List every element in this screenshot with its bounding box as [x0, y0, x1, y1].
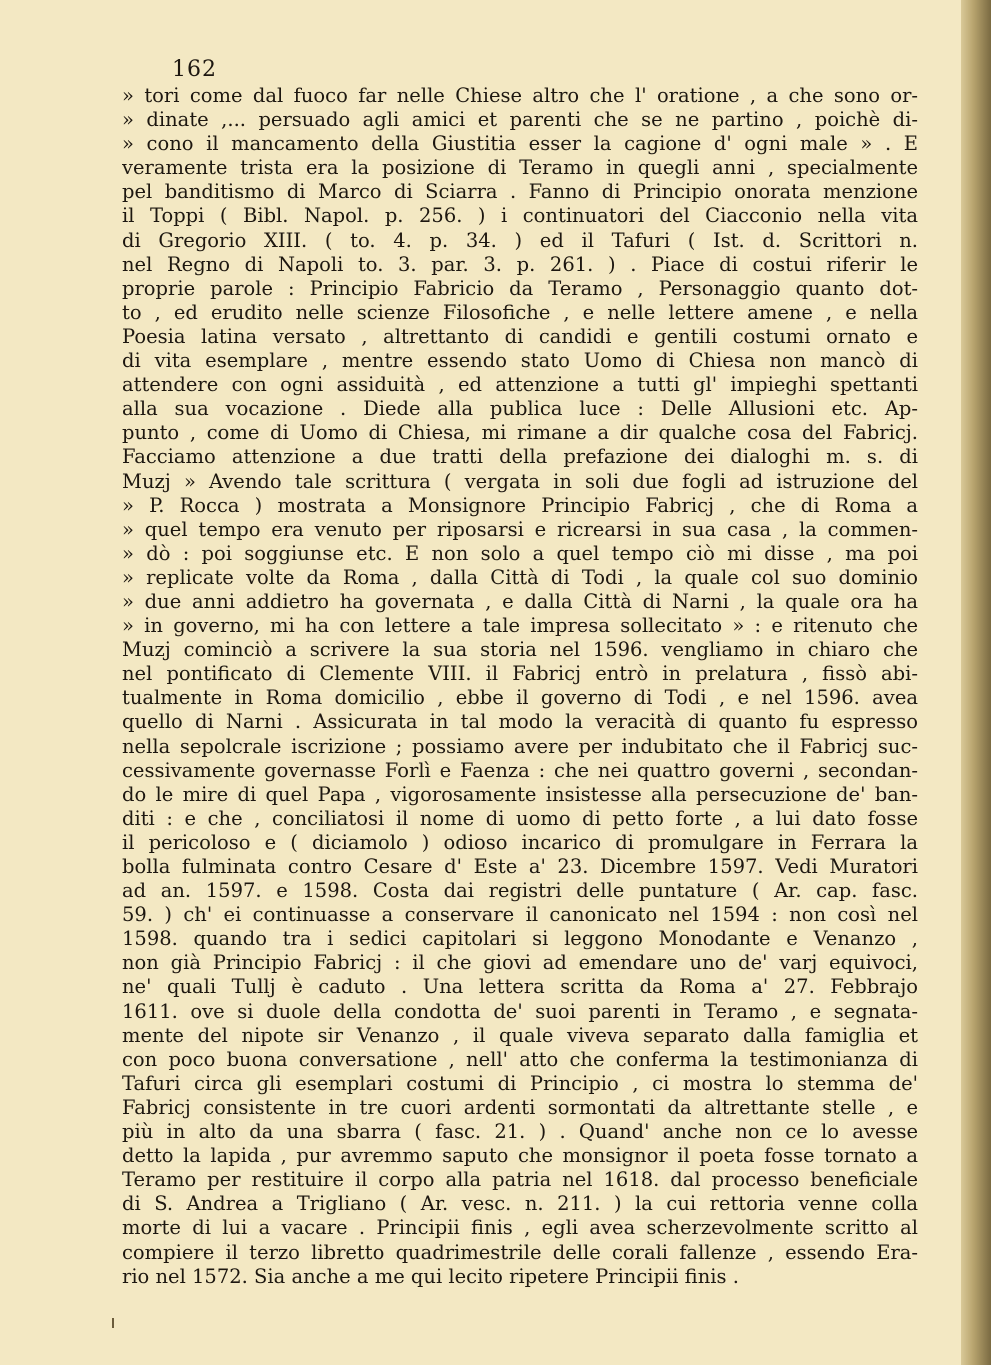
text-line: tualmente in Roma domicilio , ebbe il governo di Todi , e nel 1596. avea: [122, 686, 918, 710]
page-number: 162: [172, 57, 217, 82]
text-line: mente del nipote sir Venanzo , il quale viveva separato dalla famiglia et: [122, 1023, 918, 1047]
text-line: » due anni addietro ha governata , e dalla Città di Narni , la quale ora ha: [122, 589, 918, 613]
text-line: ne' quali Tullj è caduto . Una lettera scritta da Roma a' 27. Febbrajo: [122, 975, 918, 999]
text-line: Tafuri circa gli esemplari costumi di Principio , ci mostra lo stemma de': [122, 1071, 918, 1095]
text-line: morte di lui a vacare . Principii finis , egli avea scherzevolmente scritto al: [122, 1216, 918, 1240]
text-line: non già Principio Fabricj : il che giovi ad emendare uno de' varj equivoci,: [122, 951, 918, 975]
text-line: rio nel 1572. Sia anche a me qui lecito ripetere Principii finis .: [122, 1264, 739, 1288]
text-line: bolla fulminata contro Cesare d' Este a' 23. Dicembre 1597. Vedi Muratori: [122, 855, 918, 878]
text-line: » cono il mancamento della Giustitia esser la cagione d' ogni male » . E: [122, 132, 918, 156]
text-line: » P. Rocca ) mostrata a Monsignore Principio Fabricj , che di Roma a: [122, 493, 918, 517]
margin-mark: [112, 1318, 114, 1328]
text-line: attendere con ogni assiduità , ed attenzione a tutti gl' impieghi spettanti: [122, 373, 918, 397]
text-line: Fabricj consistente in tre cuori ardenti sormontati da altrettante stelle , e: [122, 1095, 918, 1119]
text-line: nel Regno di Napoli to. 3. par. 3. p. 261. ) . Piace di costui riferir le: [122, 252, 918, 276]
text-line: Facciamo attenzione a due tratti della prefazione dei dialoghi m. s. di: [122, 445, 918, 469]
text-line: Muzj cominciò a scrivere la sua storia nel 1596. vengliamo in chiaro che: [122, 638, 918, 662]
text-line: il Toppi ( Bibl. Napol. p. 256. ) i continuatori del Ciacconio nella vita: [122, 204, 918, 228]
text-line: Teramo per restituire il corpo alla patria nel 1618. dal processo beneficiale: [122, 1168, 918, 1192]
text-line: compiere il terzo libretto quadrimestrile delle corali fallenze , essendo Era-: [122, 1240, 918, 1264]
text-line: » tori come dal fuoco far nelle Chiese altro che l' oratione , a che sono or-: [122, 84, 918, 107]
page-gutter-shadow: [961, 0, 991, 1365]
body-text: [122, 84, 918, 1289]
text-line: di S. Andrea a Trigliano ( Ar. vesc. n. 211. ) la cui rettoria venne colla: [122, 1192, 918, 1216]
text-line: nella sepolcrale iscrizione ; possiamo avere per indubitato che il Fabricj suc-: [122, 734, 918, 758]
text-line: to , ed erudito nelle scienze Filosofiche , e nelle lettere amene , e nella: [122, 300, 918, 324]
text-line: do le mire di quel Papa , vigorosamente insistesse alla persecuzione de' ban-: [122, 782, 918, 806]
text-line: alla sua vocazione . Diede alla publica luce : Delle Allusioni etc. Ap-: [122, 397, 918, 421]
text-line: veramente trista era la posizione di Teramo in quegli anni , specialmente: [122, 156, 918, 180]
text-line: punto , come di Uomo di Chiesa, mi rimane a dir qualche cosa del Fabricj.: [122, 421, 918, 445]
text-line: proprie parole : Principio Fabricio da Teramo , Personaggio quanto dot-: [122, 276, 918, 300]
text-line: » dò : poi soggiunse etc. E non solo a quel tempo ciò mi disse , ma poi: [122, 541, 918, 565]
text-line: più in alto da una sbarra ( fasc. 21. ) . Quand' anche non ce lo avesse: [122, 1120, 918, 1144]
text-line: 59. ) ch' ei continuasse a conservare il canonicato nel 1594 : non così nel: [122, 903, 918, 927]
text-line: nel pontificato di Clemente VIII. il Fabricj entrò in prelatura , fissò abi-: [122, 662, 918, 686]
text-line: quello di Narni . Assicurata in tal modo la veracità di quanto fu espresso: [122, 710, 918, 734]
text-line: il pericoloso e ( diciamolo ) odioso incarico di promulgare in Ferrara la: [122, 830, 918, 854]
text-line: » in governo, mi ha con lettere a tale impresa sollecitato » : e ritenuto che: [122, 614, 918, 638]
text-line: di Gregorio XIII. ( to. 4. p. 34. ) ed il Tafuri ( Ist. d. Scrittori n.: [122, 228, 918, 252]
text-line: » quel tempo era venuto per riposarsi e ricrearsi in sua casa , la commen-: [122, 517, 918, 541]
text-line: 1598. quando tra i sedici capitolari si leggono Monodante e Venanzo ,: [122, 927, 918, 951]
text-line: detto la lapida , pur avremmo saputo che monsignor il poeta fosse tornato a: [122, 1144, 918, 1168]
text-line: » replicate volte da Roma , dalla Città di Todi , la quale col suo dominio: [122, 565, 918, 589]
text-line: 1611. ove si duole della condotta de' suoi parenti in Teramo , e segnata-: [122, 999, 918, 1023]
text-line: con poco buona conversatione , nell' atto che conferma la testimonianza di: [122, 1047, 918, 1071]
text-line: pel banditismo di Marco di Sciarra . Fanno di Principio onorata menzione: [122, 180, 918, 204]
text-line: diti : e che , conciliatosi il nome di uomo di petto forte , a lui dato fosse: [122, 806, 918, 830]
text-line: di vita esemplare , mentre essendo stato Uomo di Chiesa non mancò di: [122, 349, 918, 373]
text-line: cessivamente governasse Forlì e Faenza : che nei quattro governi , secondan-: [122, 758, 918, 782]
text-line: Poesia latina versato , altrettanto di candidi e gentili costumi ornato e: [122, 324, 918, 348]
text-line: ad an. 1597. e 1598. Costa dai registri delle puntature ( Ar. cap. fasc.: [122, 879, 918, 903]
text-line: » dinate ,... persuado agli amici et parenti che se ne partino , poichè di-: [122, 108, 918, 132]
text-line: Muzj » Avendo tale scrittura ( vergata in soli due fogli ad istruzione del: [122, 469, 918, 493]
